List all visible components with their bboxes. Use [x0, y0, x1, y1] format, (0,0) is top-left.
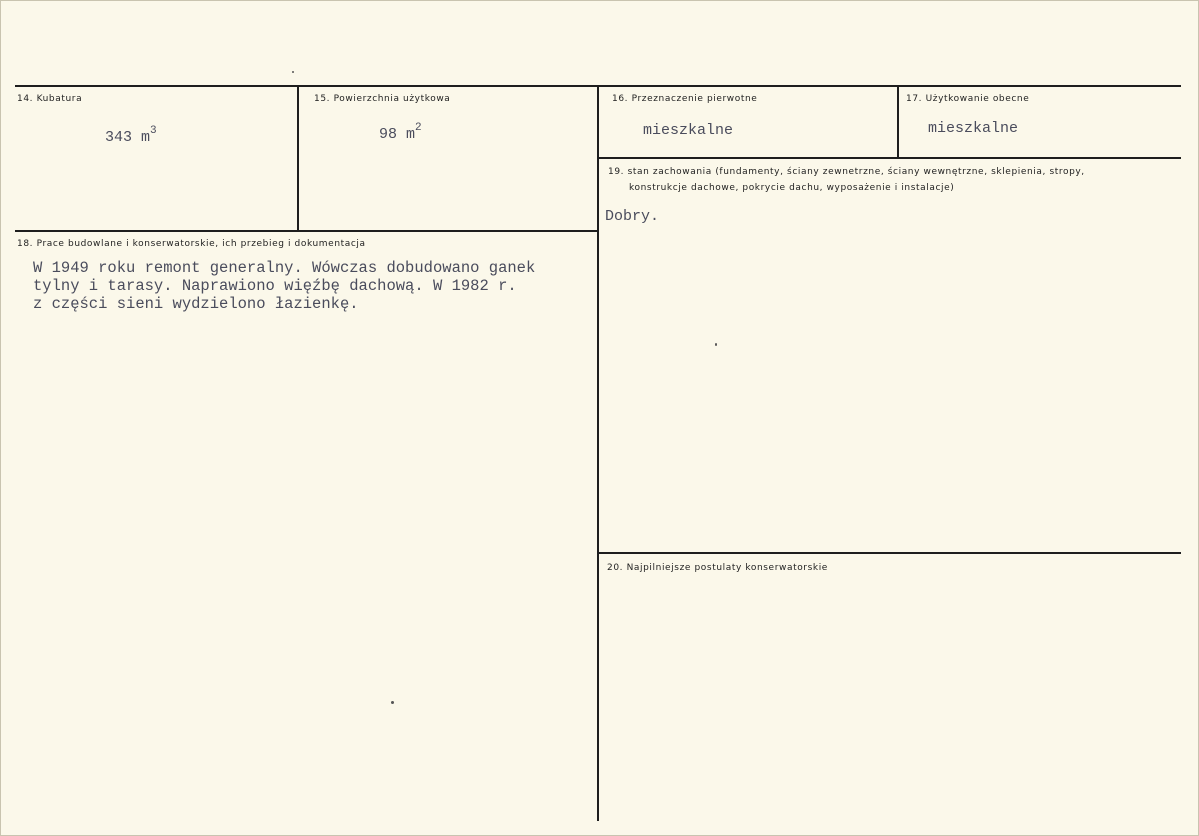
field-14-label: 14. Kubatura	[17, 94, 83, 104]
field-18-label: 18. Prace budowlane i konserwatorskie, ich przebieg i dokumentacja	[17, 239, 366, 249]
cubature-value: 343 m	[105, 129, 151, 146]
field-19-label-line2: konstrukcje dachowe, pokrycie dachu, wyposażenie i instalacje)	[629, 183, 955, 193]
divider-16-17	[897, 85, 899, 158]
rule-row1-right	[599, 157, 1181, 159]
field-15-label: 15. Powierzchnia użytkowa	[314, 94, 451, 104]
speck	[715, 343, 717, 346]
field-15-value	[379, 122, 422, 143]
field-17-value: mieszkalne	[928, 120, 1019, 137]
field-19-value: Dobry.	[605, 208, 660, 225]
divider-14-15	[297, 85, 299, 231]
cubature-exponent: 3	[150, 125, 157, 137]
speck	[292, 71, 294, 73]
field-19-label-line1: 19. stan zachowania (fundamenty, ściany zewnetrzne, ściany wewnętrzne, sklepienia, stropy,	[608, 167, 1085, 177]
field-16-label: 16. Przeznaczenie pierwotne	[612, 94, 758, 104]
field-18-line-3: z części sieni wydzielono łazienkę.	[33, 295, 359, 313]
field-14-value	[105, 125, 157, 146]
rule-row2-left	[15, 230, 597, 232]
area-exponent: 2	[415, 122, 422, 134]
field-17-label: 17. Użytkowanie obecne	[906, 94, 1030, 104]
area-value: 98 m	[379, 126, 416, 143]
center-divider	[597, 85, 599, 821]
speck	[391, 701, 394, 704]
field-18-line-1: W 1949 roku remont generalny. Wówczas dobudowano ganek	[33, 259, 536, 277]
rule-section20	[599, 552, 1181, 554]
field-18-line-2: tylny i tarasy. Naprawiono więźbę dachową. W 1982 r.	[33, 277, 517, 295]
field-20-label: 20. Najpilniejsze postulaty konserwatorskie	[607, 563, 828, 573]
field-16-value: mieszkalne	[643, 122, 734, 139]
